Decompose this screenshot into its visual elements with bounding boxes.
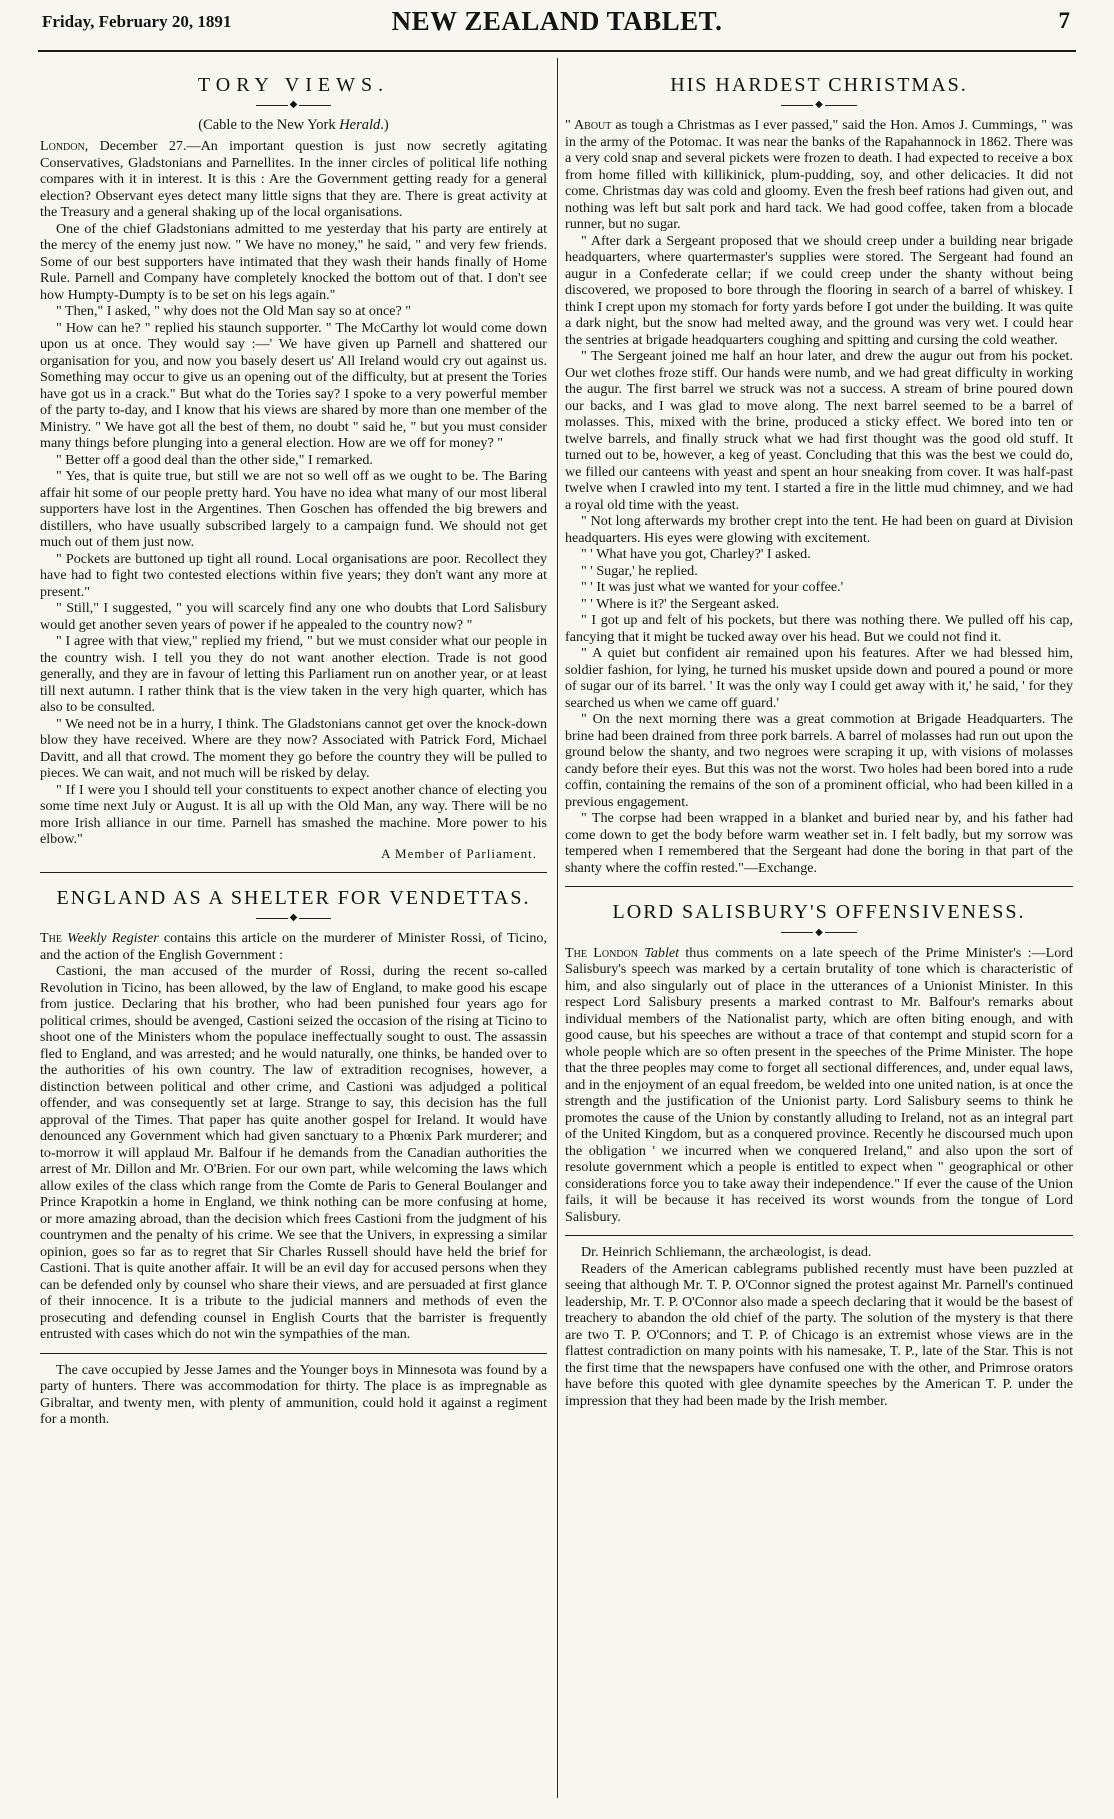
salisbury-title: LORD SALISBURY'S OFFENSIVENESS.: [612, 901, 1026, 924]
hardest-christmas-title: HIS HARDEST CHRISTMAS.: [670, 74, 968, 96]
christmas-paragraph: " ' Sugar,' he replied.: [581, 562, 698, 579]
tory-paragraph: " We need not be in a hurry, I think. The Gladstonians cannot get over the knock-down blow they have received. Where are they now? Associated with Patrick Ford, Michael Davitt, and all that crowd. The moment they go before the country they will be pulled to pieces. We can wait, and not much will be risked by delay.: [40, 715, 547, 782]
tory-paragraph: " Then," I asked, " why does not the Old Man say so at once? ": [56, 303, 412, 320]
newspaper-title: NEW ZEALAND TABLET.: [391, 6, 723, 36]
christmas-paragraph: " ' It was just what we wanted for your coffee.': [581, 579, 844, 596]
england-lead-paragraph: The Weekly Register contains this article on the murderer of Minister Rossi, of Ticino, and the action of the English Government :: [40, 930, 547, 963]
christmas-paragraph: " On the next morning there was a great commotion at Brigade Headquarters. The brine had been drained from three pork barrels. A barrel of molasses had run out upon the ground below the shanty, and two negroes were scraping it up, with visions of molasses candy before their eyes. But this was not the worst. Two holes had been bored into a rude coffin, containing the remains of the son of a prominent official, who had been killed in a previous engagement.: [565, 711, 1073, 810]
christmas-paragraph: " Not long afterwards my brother crept into the tent. He had been on guard at Division headquarters. His eyes were glowing with excitement.: [565, 513, 1073, 546]
section-rule: [40, 872, 547, 873]
masthead: [38, 6, 1076, 52]
page-number: 7: [1058, 8, 1070, 33]
tory-paragraph: " I agree with that view," replied my friend, " but we must consider what our people in the country wish. I tell you they do not want another election. Trade is not good generally, and they are in favour of letting this Parliament run on another year, or at least till next autumn. I rather think that is the view taken in the very high quarter, which has also to be consulted.: [40, 633, 547, 716]
england-vendettas-title: ENGLAND AS A SHELTER FOR VENDETTAS.: [56, 886, 531, 909]
tory-signature: A Member of Parliament.: [381, 845, 537, 861]
section-rule: [565, 886, 1073, 887]
christmas-paragraph: " The corpse had been wrapped in a blanket and buried near by, and his father had come down to get the body before warm weather set in. I felt badly, but my sorrow was tempered when I remembered that the Sergeant had done the boring in that part of the shanty where the coffin rested."—Exchange.: [565, 810, 1073, 876]
dateline: London,: [40, 138, 89, 155]
schliemann-notice: Dr. Heinrich Schliemann, the archæologist, is dead.: [581, 1244, 872, 1261]
christmas-paragraph: " A quiet but confident air remained upon his features. After we had blessed him, soldier fashion, for lying, he turned his musket upside down and poured a pound or more of sugar our of its barrel. ' It was the only way I could get away with it,' he said, ' for they searched us when we came off guard.': [565, 645, 1073, 711]
england-paragraph: Castioni, the man accused of the murder of Rossi, during the recent so-called Revolution in Ticino, has been allowed, by the law of England, to make good his escape from justice. Declaring that his brother, who had been punished four years ago for political crimes, should be avenged, Castioni seized the occasion of the rising at Ticino to shoot one of the Ministers whom the populace ineffectually sought to oust. The assassin fled to England, and was arrested; and he would naturally, one thinks, be handed over to the authorities of his own country. The law of extradition recognises, however, a distinction between political and other crime, and Castioni was adjudged a political offender, and was consequently set at large. Strange to say, this decision has the full approval of the Times. That paper has quite another gospel for Ireland. It would have denounced any Government which had given sanctuary to a Phœnix Park murderer; and to-morrow it will applaud Mr. Balfour if he demands from the Canadian authorities the arrest of Mr. Dillon and Mr. O'Brien. For our own part, while welcoming the laws which allow exiles of the class which range from the Comte de Paris to General Boulanger and Prince Krapotkin a home in England, we think nothing can be more confusing at home, or more amazing abroad, than the decision which frees Castioni from the judgment of his countrymen and the penalty of his crime. We see that the Univers, in expressing a similar opinion, goes so far as to regret that Sir Charles Russell should have held the brief for Castioni. That is quite another affair. It will be an evil day for accused persons when they can be defended only by counsel who share their views, and are persuaded at first glance of their innocence. It is a tribute to the judicial manners and methods of even the prosecuting and defending counsel in English Courts that the barrister is frequently entrusted with cases which do not win the sympathies of the man.: [40, 963, 547, 1343]
tory-paragraph: " How can he? " replied his staunch supporter. " The McCarthy lot would come down upon us at once. They would say :—' We have given up Parnell and shattered our organisation for you, and now you basely desert us' All Ireland would cry out against us. Something may occur to give us an opening out of the difficulty, but at present the Tories have got us in a crack." But what do the Tories say? I spoke to a very powerful member of the party to-day, and I know that his views are shared by more than one member of the Ministry. " We have got all the best of them, no doubt " said he, " but you must consider many things before plunging into a general election. How are we off for money? ": [40, 319, 547, 452]
cave-paragraph: The cave occupied by Jesse James and the Younger boys in Minnesota was found by a party of hunters. There was accommodation for thirty. The place is as impregnable as Gibraltar, and twenty men, with plenty of ammunition, could hold it against a regiment for a month.: [40, 1361, 547, 1428]
christmas-paragraph: " About as tough a Christmas as I ever passed," said the Hon. Amos J. Cummings, " was in the army of the Potomac. It was near the banks of the Rapahannock in 1862. There was a very cold snap and several pickets were frozen to death. I had expected to receive a box from home filled with killikinick, plum-pudding, soy, and other delicacies. It did not come. Christmas day was cold and gloomy. Even the fresh beef rations had given out, and nothing was left but salt pork and hard tack. We had good coffee, taken from a blocade runner, but no sugar.: [565, 117, 1073, 233]
ornament-divider: ◆: [565, 99, 1073, 111]
tory-paragraph: One of the chief Gladstonians admitted to me yesterday that his party are entirely at the mercy of the enemy just now. " We have no money," he said, " and very few friends. Some of our best supporters have intimated that they wash their hands finally of Home Rule. Parnell and Company have completely knocked the bottom out of that. I don't see how Humpty-Dumpty is to be set on his legs again.": [40, 220, 547, 303]
tory-paragraph: " Better off a good deal than the other side," I remarked.: [56, 451, 373, 468]
christmas-paragraph: " The Sergeant joined me half an hour later, and drew the augur out from his pocket. Our wet clothes froze stiff. Our hands were numb, and we had great difficulty in working the augur. The first barrel we struck was not a success. A stream of brine poured down our backs, and I was glad to move along. The next barrel seemed to be a barrel of molasses. This, mixed with the brine, produced a sticky effect. We bored into ten or twelve barrels, and finally struck what we had first thought was the good old stuff. It turned out to be, however, a keg of yeast. Concluding that this was the best we could do, we filled our canteens with yeast and spent an hour sneaking from cover. It was half-past twelve when I crawled into my tent. I started a fire in the little mud chimney, and we had a royal old time with the yeast.: [565, 348, 1073, 513]
ornament-divider: ◆: [40, 99, 547, 111]
christmas-paragraph: " ' Where is it?' the Sergeant asked.: [581, 595, 780, 612]
tory-subtitle: (Cable to the New York Herald.): [198, 117, 389, 134]
tory-views-title: TORY VIEWS.: [197, 74, 390, 96]
tory-paragraph: " Pockets are buttoned up tight all round. Local organisations are poor. Recollect they have had to fight two contested elections within five years; they don't want any more at present.": [40, 550, 547, 600]
christmas-paragraph: " I got up and felt of his pockets, but there was nothing there. We pulled off his cap, fancying that it might be tucked away over his head. But we could not find it.: [565, 612, 1073, 645]
salisbury-paragraph: The London Tablet thus comments on a late speech of the Prime Minister's :—Lord Salisbury's speech was marked by a certain brutality of tone which is characteristic of him, and also singularly out of place in the utterances of a Unionist Minister. In this respect Lord Salisbury presents a marked contrast to Mr. Balfour's remarks about individual members of the Nationalist party, which are often biting enough, and with good cause, but his speeches are without a trace of that contempt and stupid scorn for a whole people which are so often present in the speeches of the Prime Minister. The hope that the three peoples may come to forget all sectional differences, and, under equal laws, and in the enjoyment of an equal freedom, be welded into one united nation, is at once the strength and the justification of the Unionist party. Lord Salisbury seems to think he promotes the cause of the Union by constantly alluding to Ireland, not as an integral part of the United Kingdom, but as a conquered province. Recently he discoursed much upon the obligation ' we incurred when we conquered Ireland," and also upon the sort of resolute government which a people is entitled to expect when " geographical or other considerations force you to take away their independence." If ever the cause of the Union fails, it will be because it has received its worst wounds from the tongue of Lord Salisbury.: [565, 944, 1073, 1225]
ornament-divider: ◆: [565, 926, 1073, 938]
ornament-divider: ◆: [40, 912, 547, 924]
christmas-paragraph: " ' What have you got, Charley?' I asked.: [581, 546, 811, 563]
issue-date: Friday, February 20, 1891: [42, 12, 232, 31]
tp-oconnor-paragraph: Readers of the American cablegrams published recently must have been puzzled at seeing that although Mr. T. P. O'Connor signed the protest against Mr. Parnell's continued leadership, Mr. T. P. O'Connor also made a speech declaring that it would be the basest of treachery to abandon the old chief of the party. The solution of the mystery is that there are two T. P. O'Connors; and T. P. of Chicago is an extremist whose views are in the flattest contradiction on many points with his namesake, T. P., late of the Star. This is not the first time that the newspapers have confused one with the other, and Primrose orators have before this quoted with glee dynamite speeches by the American T. P. under the impression that they had been made by the Irish member.: [565, 1260, 1073, 1409]
tory-paragraph: " Still," I suggested, " you will scarcely find any one who doubts that Lord Salisbury would get another seven years of power if he appealed to the country now? ": [40, 600, 547, 633]
christmas-paragraph: " After dark a Sergeant proposed that we should creep under a building near brigade headquarters, where quartermaster's supplies were stored. The Sergeant had found an augur in a Confederate cellar; if we could creep under the shanty without being discovered, we proposed to bore through the flooring in search of a barrel of whiskey. I think I crept upon my stomach for forty yards before I got under the building. It was quite a dark night, but the snow had melted away, and the ground was very wet. I could hear the sentries at brigade headquarters coughing and spitting and cursing the cold weather.: [565, 232, 1073, 348]
tory-paragraph: " Yes, that is quite true, but still we are not so well off as we ought to be. The Baring affair hit some of our people pretty hard. You have no idea what many of our most liberal supporters have lost in the Argentines. Then Goschen has offended the big brewers and distillers, who have usually subscribed largely to a campaign fund. We should not get much out of them just now.: [40, 468, 547, 551]
column-divider: [557, 58, 558, 1798]
right-column: [565, 60, 1073, 1409]
tory-paragraph: London, December 27.—An important question is just now secretly agitating Conservatives, Gladstonians and Parnellites. In the inner circles of political life nothing compares with it in interest. It is this : Are the Government getting ready for a general election? Observant eyes detect many little signs that they are. There is great activity at the Treasury and a general shaking up of the local organisations.: [40, 138, 547, 221]
left-column: [40, 60, 547, 1428]
tory-paragraph: " If I were you I should tell your constituents to expect another chance of electing you some time next July or August. It is all up with the Old Man, any way. There will be no more Irish alliance in our time. Parnell has smashed the machine. More power to his elbow.": [40, 781, 547, 848]
